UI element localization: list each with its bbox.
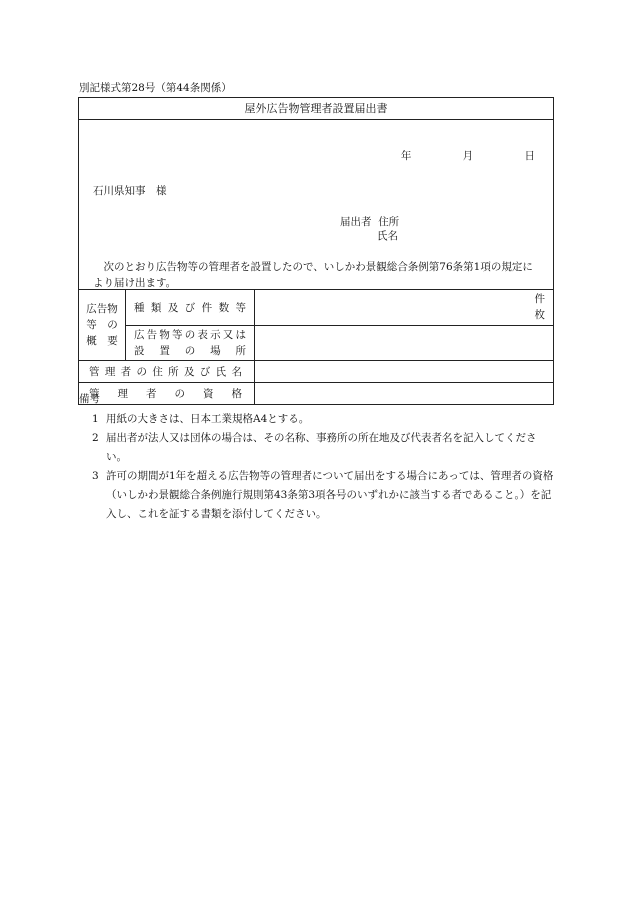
remarks-title: 備考	[79, 393, 100, 405]
filer-name-label: 氏名	[377, 230, 398, 242]
form-title: 屋外広告物管理者設置届出書	[79, 98, 553, 120]
overview-group-label	[79, 290, 126, 360]
unit-ken: 件	[534, 293, 545, 306]
filer-address-line	[340, 214, 399, 229]
overview-label-line2: 等 の	[86, 318, 118, 331]
date-month: 月	[462, 150, 474, 162]
type-count-field[interactable]	[255, 290, 554, 325]
date-year: 年	[400, 150, 412, 162]
location-field[interactable]	[255, 325, 554, 360]
details-table	[79, 290, 553, 404]
notification-form	[78, 97, 554, 405]
type-count-label: 種類及び件数等	[126, 290, 255, 325]
manager-name-address-label: 管理者の住所及び氏名	[79, 360, 255, 382]
filer-address-label: 住所	[378, 216, 400, 228]
remarks-list	[92, 410, 554, 524]
form-body-text: 次のとおり広告物等の管理者を設置したので、いしかわ景観総合条例第76条第1項の規定により届け出ます。	[93, 261, 533, 289]
remark-item: 2 届出者が法人又は団体の場合は、その名称、事務所の所在地及び代表者名を記入してください。	[92, 432, 537, 463]
location-label: 広告物等の表示又は 設置の場所	[126, 325, 255, 360]
remark-item: 1 用紙の大きさは、日本工業規格A4とする。	[92, 413, 310, 425]
form-number: 別記様式第28号（第44条関係）	[79, 82, 232, 94]
filer-label: 届出者	[340, 216, 372, 228]
manager-name-address-field[interactable]	[255, 360, 554, 382]
overview-label-line3: 概 要	[86, 334, 118, 347]
overview-label-line1: 広告物	[86, 302, 118, 315]
manager-qualification-label: 管理者の資格	[79, 382, 255, 404]
manager-qualification-field[interactable]	[255, 382, 554, 404]
addressee: 石川県知事 様	[93, 185, 167, 197]
remark-item: 3 許可の期間が1年を超える広告物等の管理者について届出をする場合にあっては、管理者の資格（いしかわ景観総合条例施行規則第43条第3項各号のいずれかに該当する者であること。）を記入し、これを証する書類を添付してください。	[92, 470, 554, 520]
form-header-block	[79, 120, 553, 290]
date-day: 日	[524, 150, 535, 162]
unit-mai: 枚	[534, 309, 545, 322]
date-line	[379, 148, 535, 163]
